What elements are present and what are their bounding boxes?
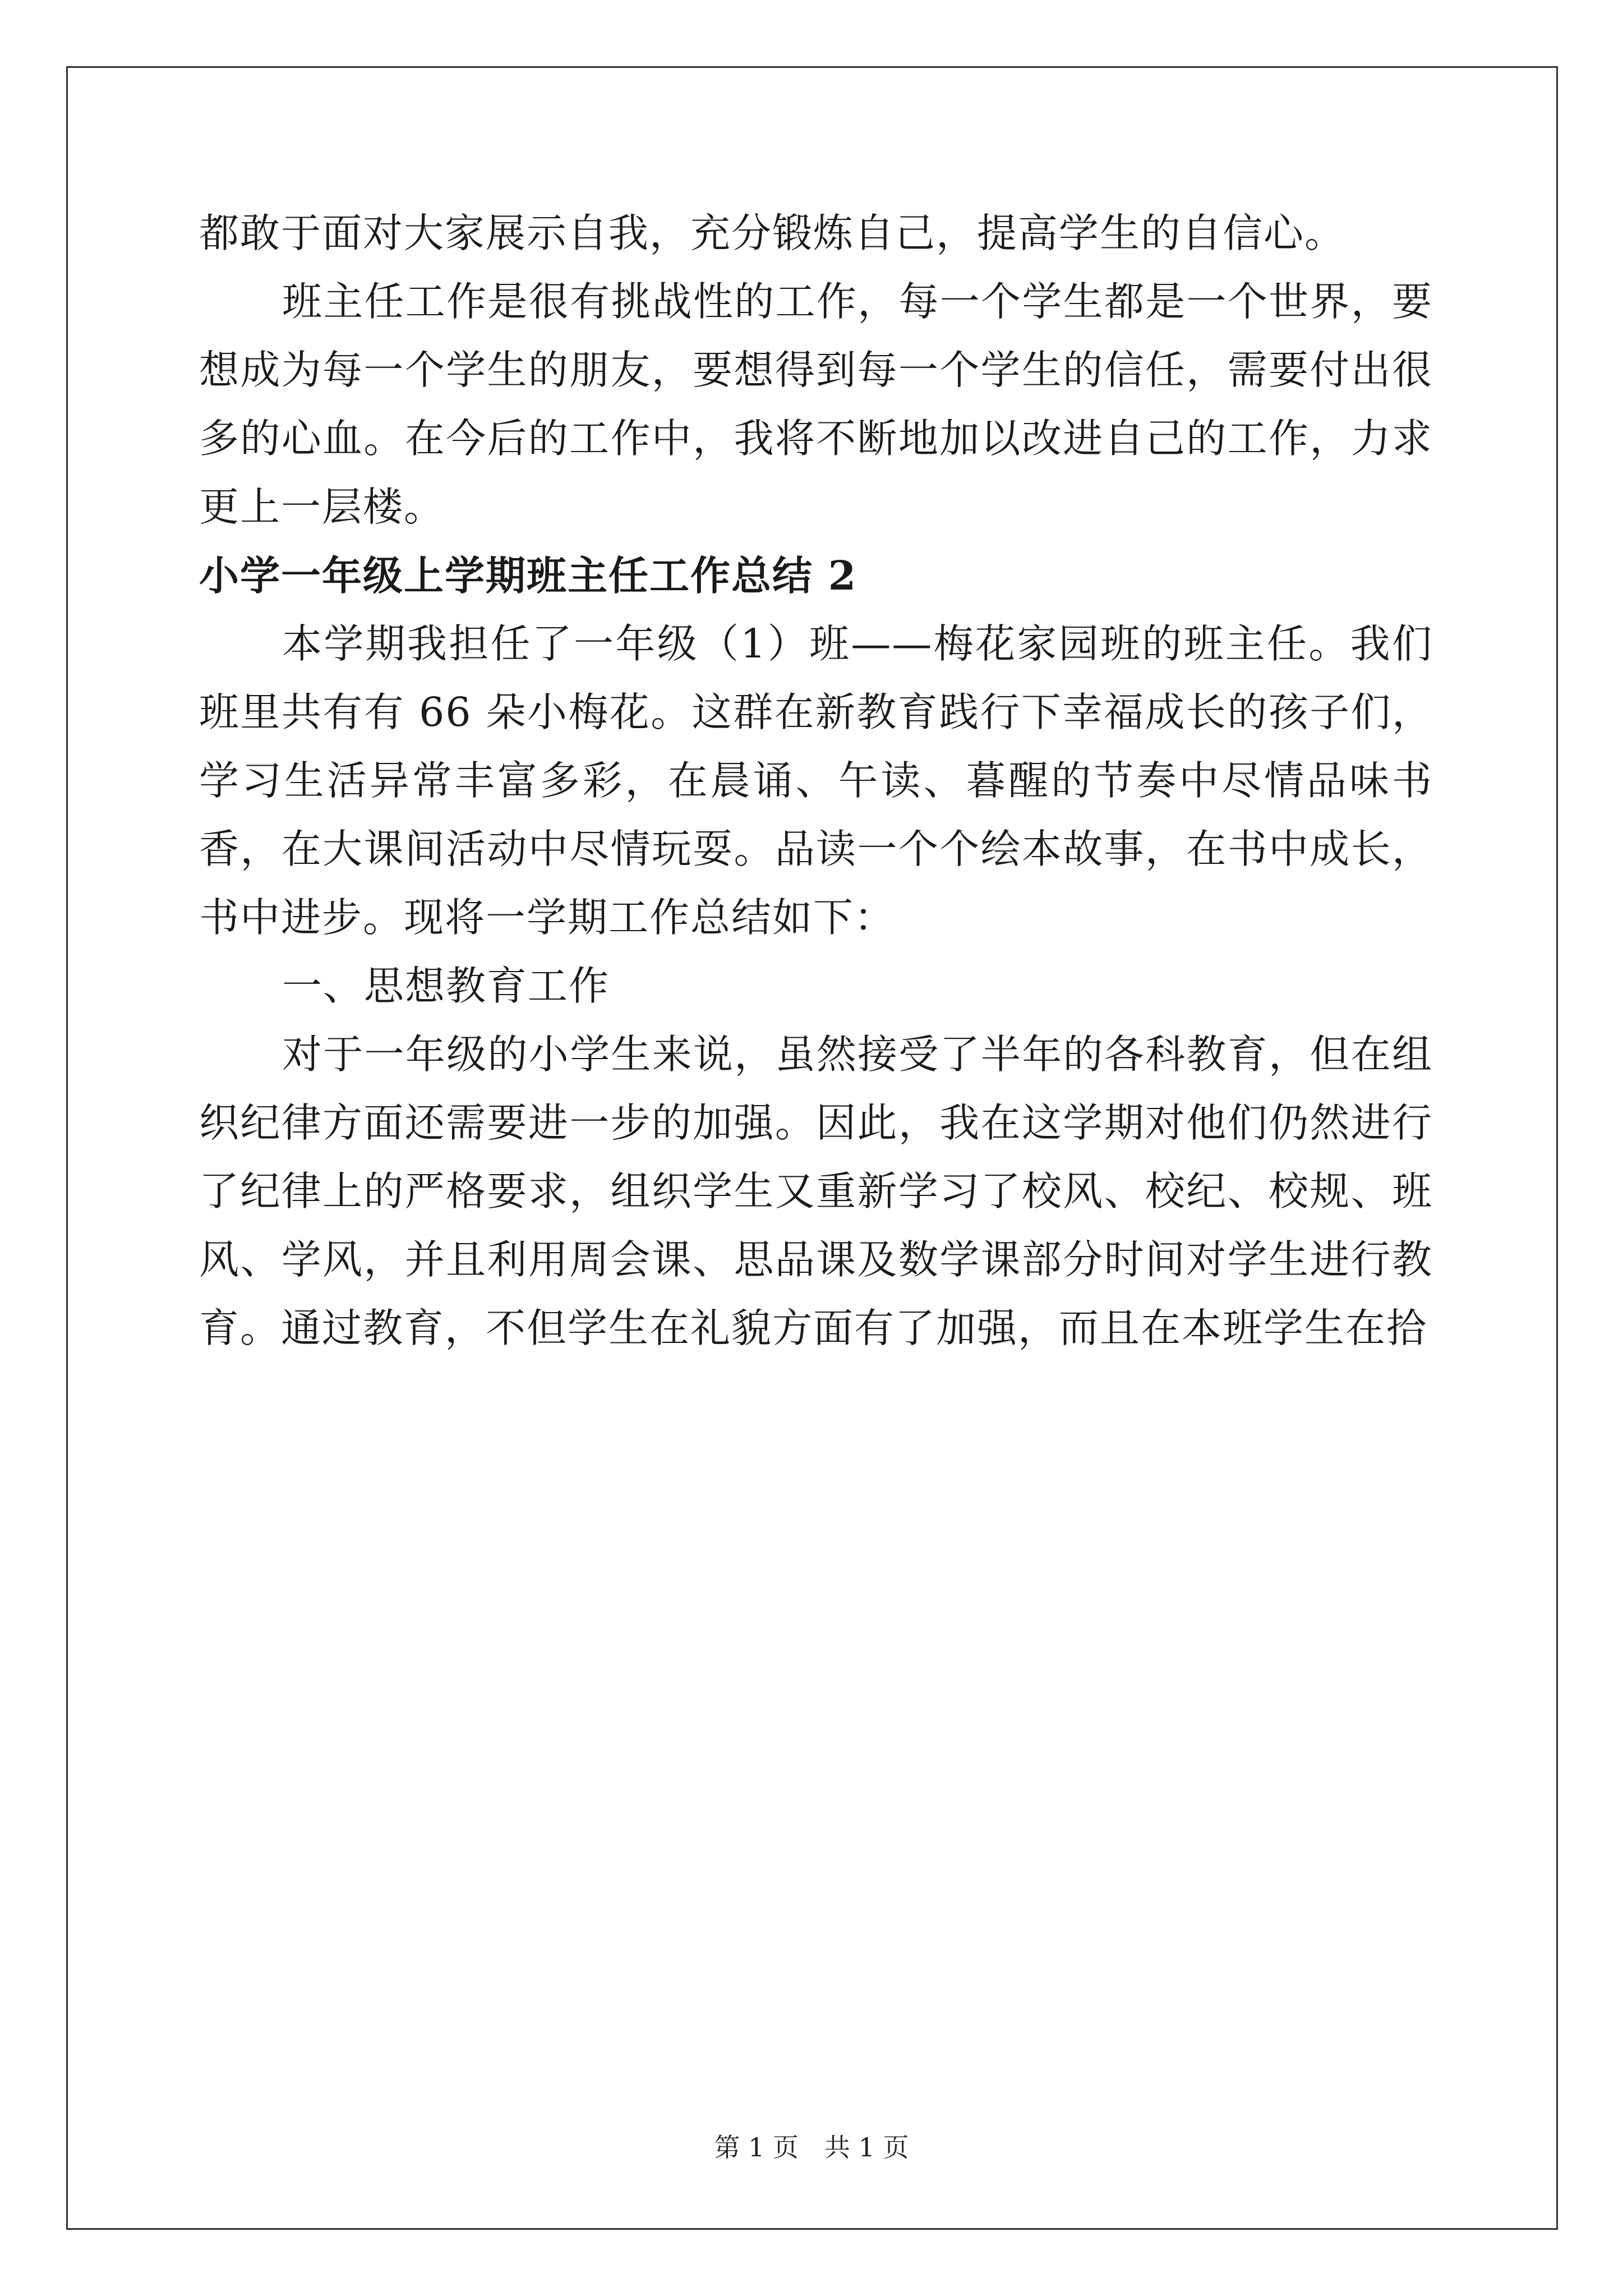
paragraph-ideological-education: 对于一年级的小学生来说，虽然接受了半年的各科教育，但在组织纪律方面还需要进一步的加强。因此，我在这学期对他们仍然进行了纪律上的严格要求，组织学生又重新学习了校风、校纪、校规、班风、学风，并且利用周会课、思品课及数学课部分时间对学生进行教育。通过教育，不但学生在礼貌方面有了加强，而且在本班学生在拾 [199, 1031, 1433, 1351]
paragraph-introduction: 本学期我担任了一年级（1）班——梅花家园班的班主任。我们班里共有有 66 朵小梅花。这群在新教育践行下幸福成长的孩子们，学习生活异常丰富多彩，在晨诵、午读、暮醒的节奏中尽情品味书香，在大课间活动中尽情玩耍。品读一个个绘本故事，在书中成长，书中进步。现将一学期工作总结如下： [199, 620, 1433, 941]
page-footer [0, 2131, 1623, 2164]
page-number-current: 第 1 页 [714, 2132, 799, 2162]
paragraph-class-teacher-reflection: 班主任工作是很有挑战性的工作，每一个学生都是一个世界，要想成为每一个学生的朋友，要想得到每一个学生的信任，需要付出很多的心血。在今后的工作中，我将不断地加以改进自己的工作，力求更上一层楼。 [199, 278, 1433, 530]
section-title: 小学一年级上学期班主任工作总结 2 [199, 552, 857, 599]
paragraph-continuation: 都敢于面对大家展示自我，充分锻炼自己，提高学生的自信心。 [199, 210, 1346, 256]
document-body [199, 199, 1433, 1363]
subheading-ideological-education: 一、思想教育工作 [282, 963, 610, 1009]
page-number-total: 共 1 页 [824, 2132, 909, 2162]
